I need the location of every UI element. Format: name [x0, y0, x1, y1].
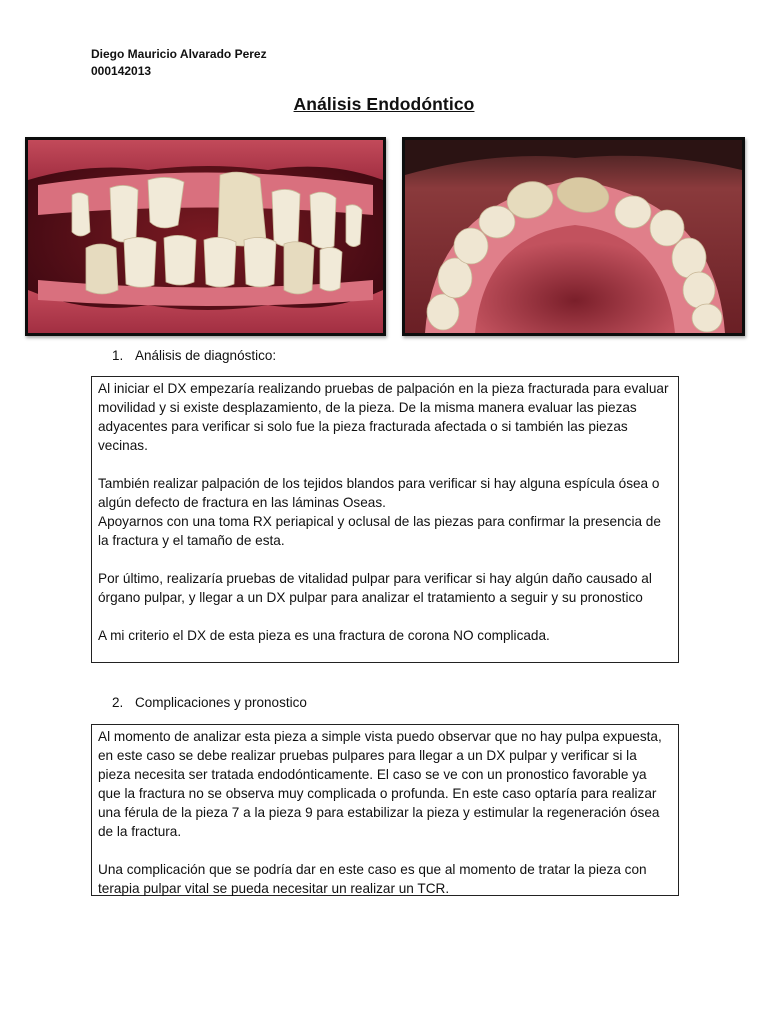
section-1-heading	[112, 347, 276, 364]
section-1-paragraph: Por último, realizaría pruebas de vitalidad pulpar para verificar si hay algún daño causado al órgano pulpar, y llegar a un DX pulpar para analizar el tratamiento a seguir y su pronostico	[98, 571, 652, 605]
section-1-paragraph: A mi criterio el DX de esta pieza es una fractura de corona NO complicada.	[98, 628, 550, 643]
author-block	[91, 46, 267, 80]
page-title: Análisis Endodóntico	[293, 94, 475, 114]
section-2-paragraph: Al momento de analizar esta pieza a simple vista puedo observar que no hay pulpa expuesta, en este caso se debe realizar pruebas pulpares para llegar a un DX pulpar y verificar si la pieza necesita ser tratada endodónticamente. El caso se ve con un pronostico favorable ya que la fractura no se observa muy complicada o profunda. En este caso optaría para realizar una férula de la pieza 7 a la pieza 9 para estabilizar la pieza y estimular la regeneración ósea de la fractura.	[98, 729, 662, 839]
section-2-box	[91, 724, 679, 896]
section-1-paragraph: También realizar palpación de los tejidos blandos para verificar si hay alguna espícula ósea o algún defecto de fractura en las láminas Oseas.	[98, 476, 660, 510]
section-1-heading-text: Análisis de diagnóstico:	[135, 348, 277, 363]
section-2-paragraph: Una complicación que se podría dar en este caso es que al momento de tratar la pieza con terapia pulpar vital se pueda necesitar un realizar un TCR.	[98, 862, 647, 896]
author-name: Diego Mauricio Alvarado Perez	[91, 47, 267, 61]
occlusal-teeth-icon	[405, 140, 742, 333]
section-2-number: 2.	[112, 695, 124, 710]
author-id: 000142013	[91, 64, 152, 78]
section-1-box	[91, 376, 679, 663]
section-1-number: 1.	[112, 348, 124, 363]
frontal-teeth-icon	[28, 140, 383, 333]
section-2-heading	[112, 694, 307, 711]
occlusal-teeth-photo	[402, 137, 745, 336]
section-1-paragraph: Apoyarnos con una toma RX periapical y oclusal de las piezas para confirmar la presencia de la fractura y el tamaño de esta.	[98, 514, 661, 548]
section-1-paragraph: Al iniciar el DX empezaría realizando pruebas de palpación en la pieza fracturada para evaluar movilidad y si existe desplazamiento, de la pieza. De la misma manera evaluar las piezas adyacentes para verificar si solo fue la pieza fracturada afectada o si también las piezas vecinas.	[98, 381, 669, 453]
section-2-heading-text: Complicaciones y pronostico	[135, 695, 307, 710]
frontal-teeth-photo	[25, 137, 386, 336]
